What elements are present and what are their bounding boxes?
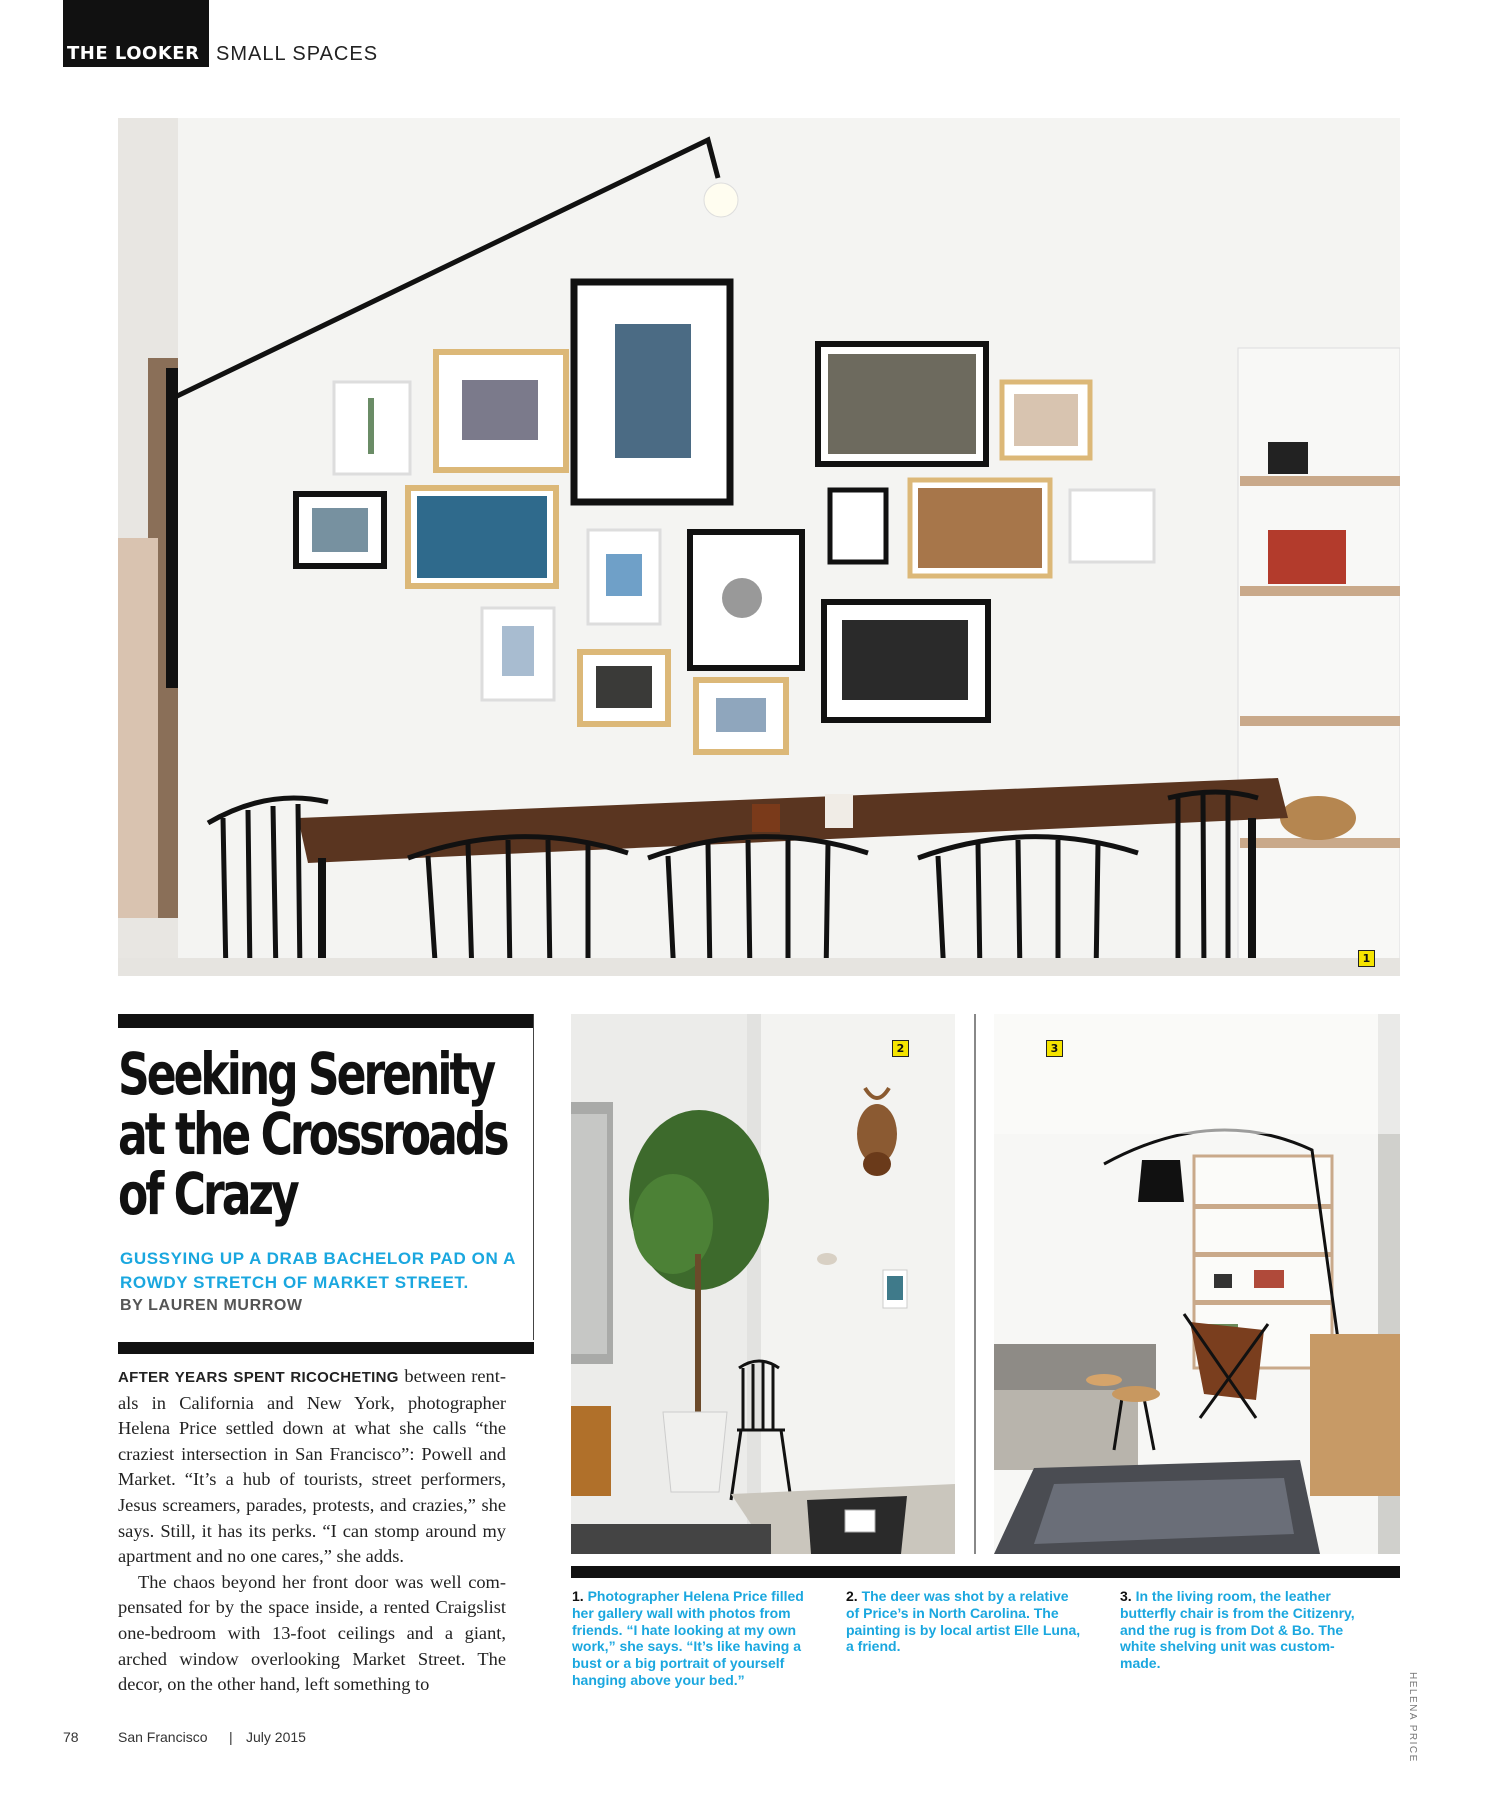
photo-divider (974, 1014, 976, 1554)
title-bottom-rule (118, 1342, 534, 1354)
paragraph-text: between rentals in California and New York, photographer Helena Price settled down at what she calls “the craziest intersection in San Francisco”: Powell and Market. “It’s a hub of tourists, street performers, Jesus screamers, parades, protests, and crazies,” she says. Still, it has its perks. “I can stomp around my apartment and no one cares,” she adds. (118, 1366, 506, 1567)
article-dek: GUSSYING UP A DRAB BACHELOR PAD ON A ROWDY STRETCH OF MARKET STREET. (120, 1249, 516, 1292)
caption-text: In the living room, the leather butterfly chair is from the Citizenry, and the rug is from Dot & Bo. The white shelving unit was custom-made. (1120, 1588, 1355, 1672)
publication-name: San Francisco (118, 1729, 208, 1745)
photo-number-tag: 3 (1046, 1040, 1063, 1057)
article-headline (118, 1040, 507, 1228)
article-body (118, 1364, 506, 1698)
footer-separator: | (229, 1729, 233, 1745)
photo-caption (1120, 1588, 1360, 1672)
living-room-photo (994, 1014, 1400, 1554)
section-label: SMALL SPACES (216, 43, 379, 65)
caption-text: The deer was shot by a relative of Price’s in North Carolina. The painting is by local artist Elle Luna, a friend. (846, 1588, 1081, 1655)
issue-date: July 2015 (246, 1729, 306, 1745)
caption-number: 2. (846, 1588, 858, 1604)
body-paragraph (118, 1364, 506, 1570)
caption-rule (571, 1566, 1400, 1578)
photo-number-tag: 1 (1358, 950, 1375, 967)
photo-credit: HELENA PRICE (1407, 1672, 1418, 1763)
hallway-photo (571, 1014, 955, 1554)
headline-line: at the Crossroads (118, 1100, 507, 1168)
article-byline: BY LAUREN MURROW (120, 1297, 303, 1314)
tab-label: THE LOOKER (67, 43, 200, 64)
body-paragraph: The chaos beyond her front door was well compensated for by the space inside, a rented Craigslist one-bedroom with 13-foot ceilings and a giant, arched window overlooking Market Street. The decor, on the other hand, left something to (118, 1571, 506, 1695)
headline-line: Seeking Serenity (118, 1040, 494, 1108)
title-top-rule (118, 1014, 534, 1028)
caption-text: Photographer Helena Price filled her gallery wall with photos from friends. “I hate looking at my own work,” she says. “It’s like having a bust or a big portrait of yourself hanging above your bed.” (572, 1588, 804, 1688)
lead-in: AFTER YEARS SPENT RICOCHETING (118, 1369, 399, 1386)
dining-room-photo (118, 118, 1400, 976)
headline-line: of Crazy (118, 1160, 297, 1228)
photo-caption (572, 1588, 810, 1689)
photo-caption (846, 1588, 1084, 1655)
caption-number: 1. (572, 1588, 584, 1604)
caption-number: 3. (1120, 1588, 1132, 1604)
page-number: 78 (63, 1729, 79, 1745)
photo-number-tag: 2 (892, 1040, 909, 1057)
